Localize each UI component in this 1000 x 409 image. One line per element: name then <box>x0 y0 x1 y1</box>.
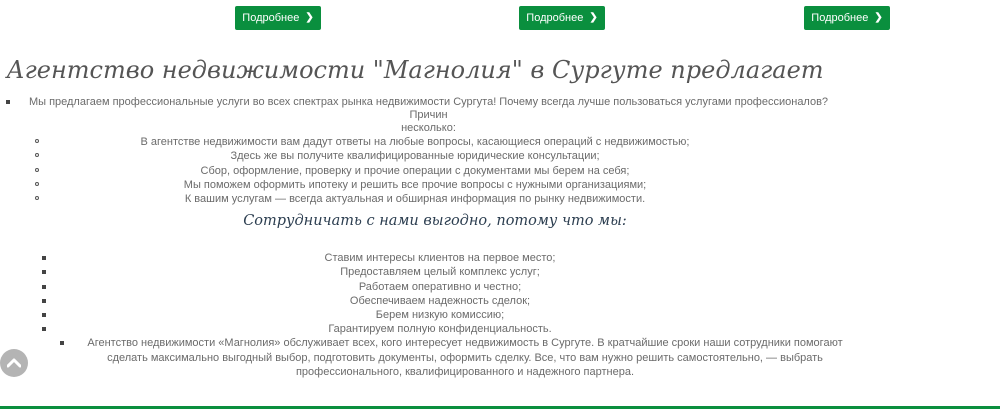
scroll-to-top-button[interactable] <box>0 349 28 377</box>
intro-list <box>0 96 830 206</box>
list-item-text: Сбор, оформление, проверку и прочие операции с документами мы берем на себя; <box>200 164 630 177</box>
reasons-list <box>0 135 830 206</box>
square-bullet-icon <box>6 100 10 104</box>
square-bullet-icon <box>42 299 46 303</box>
benefits-list <box>0 251 880 337</box>
list-item <box>0 294 880 308</box>
list-item <box>0 308 880 322</box>
list-item <box>0 336 880 380</box>
outro-line-1: Агентство недвижимости «Магнолия» обслуживает всех, кого интересует недвижимость в Сургуте. В кратчайшие сроки наши сотрудники помогают <box>87 337 843 349</box>
chevron-right-icon: ❯ <box>874 12 883 23</box>
list-item-text: Здесь же вы получите квалифицированные юридические консультации; <box>230 150 600 163</box>
circle-bullet-icon <box>35 168 39 172</box>
list-item-text: Ставим интересы клиентов на первое место; <box>324 252 556 264</box>
details-button-1[interactable] <box>235 6 321 30</box>
outro-paragraph <box>75 336 855 380</box>
list-item-text: Гарантируем полную конфиденциальность. <box>328 323 552 336</box>
list-item <box>0 251 880 265</box>
circle-bullet-icon <box>35 153 39 157</box>
list-item-text: Работаем оперативно и честно; <box>358 280 522 293</box>
details-button-label: Подробнее <box>242 12 300 24</box>
chevron-up-icon <box>7 358 21 368</box>
list-item-text: Обеспечиваем надежность сделок; <box>349 294 531 307</box>
list-item <box>0 192 830 206</box>
circle-bullet-icon <box>35 182 39 186</box>
details-button-3[interactable] <box>804 6 890 30</box>
list-item-text: В агентстве недвижимости вам дадут ответы на любые вопросы, касающиеся операций с недвижимостью; <box>140 136 690 148</box>
square-bullet-icon <box>42 256 46 260</box>
outro-list <box>0 336 880 380</box>
details-button-label: Подробнее <box>526 12 584 24</box>
list-item-text: Мы поможем оформить ипотеку и решить все прочие вопросы с нужными организациями; <box>183 178 647 191</box>
section-subtitle: Сотрудничать с нами выгодно, потому что мы: <box>243 213 627 229</box>
square-bullet-icon <box>42 313 46 317</box>
list-item <box>0 164 830 178</box>
list-item <box>0 280 880 294</box>
list-item <box>0 322 880 336</box>
details-button-label: Подробнее <box>811 12 869 24</box>
page-title: Агентство недвижимости "Магнолия" в Сургуте предлагает <box>6 56 824 84</box>
details-button-2[interactable] <box>519 6 605 30</box>
list-item-text: К вашим услугам — всегда актуальная и обширная информация по рынку недвижимости. <box>184 193 646 206</box>
list-item <box>0 265 880 279</box>
square-bullet-icon <box>42 270 46 274</box>
outro-line-2: сделать максимально выгодный выбор, подготовить документы, оформить сделку. Все, что вам нужно решить самостоятельно, — выбрать <box>107 351 823 364</box>
list-item <box>0 135 830 149</box>
square-bullet-icon <box>42 285 46 289</box>
chevron-right-icon: ❯ <box>589 12 598 23</box>
circle-bullet-icon <box>35 196 39 200</box>
list-item <box>0 149 830 163</box>
list-item-text: Берем низкую комиссию; <box>375 309 505 322</box>
intro-line-2: несколько: <box>401 122 456 134</box>
chevron-right-icon: ❯ <box>305 12 314 23</box>
square-bullet-icon <box>60 341 64 345</box>
list-item <box>0 178 830 192</box>
intro-line-1: Мы предлагаем профессиональные услуги во всех спектрах рынка недвижимости Сургута! Почему всегда лучше пользоваться услугами профессионалов? Причин <box>28 96 829 121</box>
circle-bullet-icon <box>35 139 39 143</box>
outro-line-3: профессионального, квалифицированного и надежного партнера. <box>295 366 635 378</box>
intro-item <box>0 96 830 206</box>
list-item-text: Предоставляем целый комплекс услуг; <box>340 266 540 279</box>
square-bullet-icon <box>42 327 46 331</box>
